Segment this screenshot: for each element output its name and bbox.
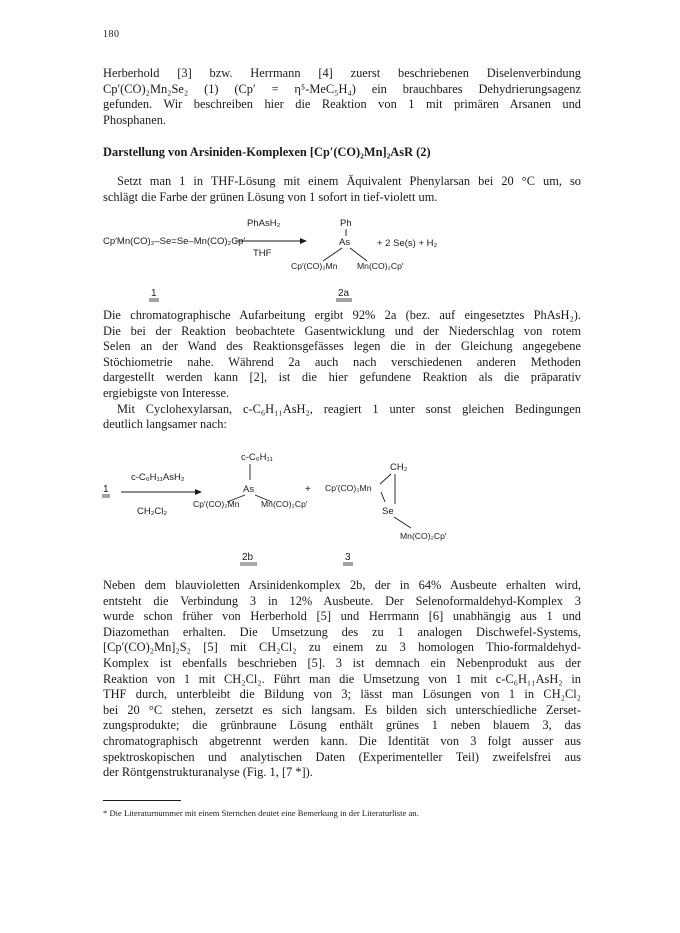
text-line: chromatographisch abgetrennt werden kann. Die Identität von 3 folgt ausser aus [103, 733, 581, 748]
scheme2-mn-right: Mn(CO)₂Cp′ [261, 499, 308, 509]
text-line: schlägt die Farbe der grünen Lösung von 1 sofort in tief-violett um. [103, 189, 438, 204]
text-line: Diazomethan erhalten. Die Umsetzung des zu 1 analogen Dischwefel-Systems, [103, 624, 581, 639]
scheme1-solvent: THF [253, 248, 272, 259]
reaction-scheme-2 [95, 440, 585, 572]
scheme2-arsenic: As [243, 484, 255, 495]
scheme2-mn-bottom: Mn(CO)₂Cp′ [400, 531, 447, 541]
scheme2-arrowhead [195, 489, 202, 495]
paragraph-aufarbeitung [103, 308, 581, 433]
scheme2-plus: + [305, 484, 311, 495]
text-line: spektroskopischen und analytischen Daten (Experimenteller Teil) zweifelsfrei aus [103, 749, 581, 764]
text-line: [Cp′(CO)₂Mn]₂S₂ [5] mit CH₂Cl₂ zu einem zu 3 homologen Thio-formaldehyd- [103, 640, 581, 655]
scheme1-phenyl: Ph [340, 218, 352, 229]
scheme1-mn-left: Cp′(CO)₂Mn [291, 261, 338, 271]
scheme1-byproducts: + 2 Se(s) + H₂ [377, 238, 438, 249]
text-line: deutlich langsamer nach: [103, 417, 227, 432]
text-line: zungsprodukte; die grünbraune Lösung enthält grünes 1 neben blauem 3, das [103, 718, 581, 733]
text-line: Stöchiometrie nahe. Während 2a auch nach verschiedenen anderen Methoden [103, 354, 581, 369]
text-line: wurde schon früher von Herberhold [5] und Herrmann [6] unabhängig aus 1 und [103, 609, 581, 624]
text-line: Komplex ist ebenfalls beschrieben [5]. 3 ist demnach ein Nebenprodukt aus der [103, 655, 581, 670]
text-line: Herberhold [3] bzw. Herrmann [4] zuerst beschriebenen Diselenverbindung [103, 66, 581, 80]
scheme2-reactant: 1 [103, 484, 109, 495]
scheme1-reactant: Cp′Mn(CO)₂–Se=Se–Mn(CO)₂Cp′ [103, 236, 246, 247]
text-line: bei 20 °C stehen, zersetzt es sich langsam. Es bilden sich unterschiedliche Zerset- [103, 702, 581, 717]
intro-paragraph [103, 66, 581, 128]
section-heading: Darstellung von Arsiniden-Komplexen [Cp′(CO)₂Mn]₂AsR (2) [103, 145, 431, 159]
scheme2-label-2b: 2b [242, 552, 254, 563]
scheme2-reagent: c-C₆H₁₁AsH₂ [131, 472, 185, 483]
scheme2-selenium: Se [382, 506, 394, 517]
text-line: ergiebigste von Interesse. [103, 385, 230, 400]
scheme2-label-3: 3 [345, 552, 351, 563]
scheme1-bond-right [350, 248, 367, 261]
text-line: Phosphanen. [103, 112, 166, 127]
text-line: gefunden. Wir beschreiben hier die Reaktion von 1 mit primären Arsanen und [103, 97, 581, 112]
text-line: der Röntgenstrukturanalyse (Fig. 1, [7 *]). [103, 765, 313, 780]
footnote: * Die Literaturnummer mit einem Sternchen deutet eine Bemerkung in der Literaturliste an. [103, 808, 419, 818]
text-line: Selen an der Wand des Reaktionsgefässes legen die in der Gleichung angegebene [103, 339, 581, 354]
paragraph-phenylarsan [103, 174, 581, 205]
text-line: THF durch, unterbleibt die Bildung von 3; lässt man Lösungen von 1 in CH₂Cl₂ [103, 687, 581, 702]
text-line: Cp′(CO)₂Mn₂Se₂ (1) (Cp′ = η⁵-MeC₅H₄) ein brauchbares Dehydrierungsagenz [103, 81, 581, 96]
reaction-scheme-1 [95, 212, 585, 304]
scheme1-reagent: PhAsH₂ [247, 218, 281, 229]
scheme2-substituent: c-C₆H₁₁ [241, 452, 273, 463]
footnote-rule [103, 800, 181, 801]
scheme2-methylene: CH₂ [390, 462, 408, 473]
scheme1-arsenic: As [339, 237, 351, 248]
scheme1-label-product: 2a [338, 288, 350, 299]
scheme2-bond-se-mn [394, 517, 411, 528]
scheme2-mn-top: Cp′(CO)₂Mn [325, 483, 372, 493]
scheme2-bond-mn-c [380, 474, 391, 484]
scheme1-mn-right: Mn(CO)₂Cp′ [357, 261, 404, 271]
text-line: Neben dem blauvioletten Arsinidenkomplex 2b, der in 64% Ausbeute erhalten wird, [103, 578, 581, 592]
text-line: Setzt man 1 in THF-Lösung mit einem Äquivalent Phenylarsan bei 20 °C um, so [117, 174, 581, 188]
scheme1-label-reactant: 1 [151, 288, 157, 299]
scheme1-bond-left [323, 248, 342, 261]
text-line: entsteht die Verbindung 3 in 12% Ausbeute. Der Selenoformaldehyd-Komplex 3 [103, 593, 581, 608]
text-line: Mit Cyclohexylarsan, c-C₆H₁₁AsH₂, reagiert 1 unter sonst gleichen Bedingungen [117, 401, 581, 416]
scheme2-solvent: CH₂Cl₂ [137, 506, 168, 517]
text-line: Die bei der Reaktion beobachtete Gasentwicklung und der Niederschlag von rotem [103, 323, 581, 338]
scheme1-arrowhead [300, 238, 307, 244]
text-line: Die chromatographische Aufarbeitung ergibt 92% 2a (bez. auf eingesetztes PhAsH₂). [103, 308, 581, 322]
scheme2-bond-mn-se [381, 492, 385, 502]
text-line: Reaktion von 1 mit CH₂Cl₂. Führt man die Umsetzung von 1 mit c-C₆H₁₁AsH₂ in [103, 671, 581, 686]
scheme2-mn-left: Cp′(CO)₂Mn [193, 499, 240, 509]
paragraph-arsinidenkomplex [103, 578, 581, 781]
text-line: dargestellt werden kann [2], ist die hier gefundene Reaktion als die präparativ [103, 370, 581, 385]
page-number: 180 [103, 29, 120, 40]
